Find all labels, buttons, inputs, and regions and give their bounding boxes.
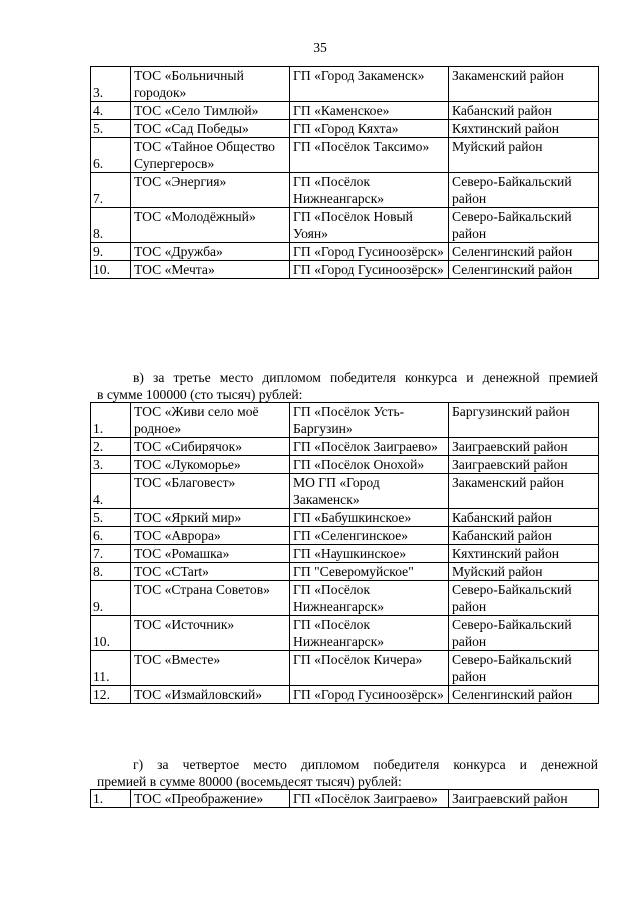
row-number-cell: 6.	[91, 527, 131, 545]
tos-name-cell: ТОС «Страна Советов»	[131, 581, 290, 616]
row-number-cell: 3.	[91, 67, 131, 102]
district-cell: Северо-Байкальский район	[449, 581, 599, 616]
tos-name-cell: ТОС «Тайное Общество Супергеросв»	[131, 138, 290, 173]
tos-name-cell: ТОС «Больничный городок»	[131, 67, 290, 102]
district-cell: Селенгинский район	[449, 686, 599, 704]
settlement-cell: ГП «Посёлок Нижнеангарск»	[290, 581, 449, 616]
district-cell: Кабанский район	[449, 509, 599, 527]
settlement-cell: ГП «Посёлок Нижнеангарск»	[290, 173, 449, 208]
district-cell: Селенгинский район	[449, 261, 599, 279]
section-fourth-place-heading	[97, 756, 598, 790]
tos-name-cell: ТОС «CTart»	[131, 563, 290, 581]
row-number-cell: 8.	[91, 208, 131, 243]
table-row	[91, 403, 599, 438]
row-number-cell: 2.	[91, 438, 131, 456]
table-row	[91, 527, 599, 545]
table-row	[91, 581, 599, 616]
table-row	[91, 474, 599, 509]
tos-name-cell: ТОС «Благовест»	[131, 474, 290, 509]
district-cell: Кабанский район	[449, 527, 599, 545]
table-row	[91, 616, 599, 651]
tos-name-cell: ТОС «Живи село моё родное»	[131, 403, 290, 438]
district-cell: Северо-Байкальский район	[449, 173, 599, 208]
district-cell: Северо-Байкальский район	[449, 616, 599, 651]
tos-name-cell: ТОС «Село Тимлюй»	[131, 102, 290, 120]
tos-name-cell: ТОС «Мечта»	[131, 261, 290, 279]
table-row	[91, 456, 599, 474]
row-number-cell: 10.	[91, 616, 131, 651]
table-row	[91, 120, 599, 138]
table-row	[91, 686, 599, 704]
settlement-cell: ГП «Город Кяхта»	[290, 120, 449, 138]
row-number-cell: 4.	[91, 102, 131, 120]
row-number-cell: 7.	[91, 545, 131, 563]
district-cell: Кяхтинский район	[449, 545, 599, 563]
table-row	[91, 208, 599, 243]
tos-name-cell: ТОС «Энергия»	[131, 173, 290, 208]
row-number-cell: 11.	[91, 651, 131, 686]
settlement-cell: ГП «Посёлок Усть-Баргузин»	[290, 403, 449, 438]
settlement-cell: ГП «Посёлок Онохой»	[290, 456, 449, 474]
row-number-cell: 12.	[91, 686, 131, 704]
table-row	[91, 790, 599, 808]
tos-name-cell: ТОС «Яркий мир»	[131, 509, 290, 527]
district-cell: Северо-Байкальский район	[449, 651, 599, 686]
settlement-cell: ГП «Посёлок Таксимо»	[290, 138, 449, 173]
table-row	[91, 261, 599, 279]
settlement-cell: ГП «Наушкинское»	[290, 545, 449, 563]
district-cell: Баргузинский район	[449, 403, 599, 438]
award-table-fourth-place	[90, 789, 599, 808]
table-row	[91, 243, 599, 261]
district-cell: Муйский район	[449, 563, 599, 581]
section-third-place-heading	[97, 369, 598, 403]
tos-name-cell: ТОС «Измайловский»	[131, 686, 290, 704]
table-row	[91, 102, 599, 120]
row-number-cell: 1.	[91, 403, 131, 438]
settlement-cell: ГП «Город Гусиноозёрск»	[290, 243, 449, 261]
award-table-second-place-continued	[90, 66, 599, 279]
tos-name-cell: ТОС «Сибирячок»	[131, 438, 290, 456]
district-cell: Заиграевский район	[449, 456, 599, 474]
tos-name-cell: ТОС «Сад Победы»	[131, 120, 290, 138]
row-number-cell: 5.	[91, 509, 131, 527]
table-row	[91, 67, 599, 102]
row-number-cell: 9.	[91, 581, 131, 616]
row-number-cell: 10.	[91, 261, 131, 279]
section-fourth-place-line-1: г) за четвертое место дипломом победителя конкурса и денежной	[133, 757, 598, 772]
settlement-cell: ГП «Город Гусиноозёрск»	[290, 686, 449, 704]
tos-name-cell: ТОС «Дружба»	[131, 243, 290, 261]
table-row	[91, 563, 599, 581]
settlement-cell: ГП «Посёлок Заиграево»	[290, 438, 449, 456]
row-number-cell: 6.	[91, 138, 131, 173]
table-row	[91, 438, 599, 456]
settlement-cell: ГП «Город Закаменск»	[290, 67, 449, 102]
district-cell: Северо-Байкальский район	[449, 208, 599, 243]
settlement-cell: ГП «Каменское»	[290, 102, 449, 120]
row-number-cell: 4.	[91, 474, 131, 509]
tos-name-cell: ТОС «Источник»	[131, 616, 290, 651]
district-cell: Закаменский район	[449, 474, 599, 509]
district-cell: Заиграевский район	[449, 790, 599, 808]
tos-name-cell: ТОС «Лукоморье»	[131, 456, 290, 474]
tos-name-cell: ТОС «Преображение»	[131, 790, 290, 808]
settlement-cell: МО ГП «Город Закаменск»	[290, 474, 449, 509]
settlement-cell: ГП «Город Гусиноозёрск»	[290, 261, 449, 279]
settlement-cell: ГП «Бабушкинское»	[290, 509, 449, 527]
district-cell: Закаменский район	[449, 67, 599, 102]
section-fourth-place-line-2: премией в сумме 80000 (восемьдесят тысяч) рублей:	[97, 774, 402, 789]
district-cell: Кабанский район	[449, 102, 599, 120]
district-cell: Муйский район	[449, 138, 599, 173]
table-row	[91, 173, 599, 208]
settlement-cell: ГП «Посёлок Нижнеангарск»	[290, 616, 449, 651]
settlement-cell: ГП «Посёлок Новый Уоян»	[290, 208, 449, 243]
settlement-cell: ГП «Посёлок Заиграево»	[290, 790, 449, 808]
settlement-cell: ГП «Посёлок Кичера»	[290, 651, 449, 686]
page-number: 35	[313, 40, 327, 55]
tos-name-cell: ТОС «Аврора»	[131, 527, 290, 545]
row-number-cell: 9.	[91, 243, 131, 261]
tos-name-cell: ТОС «Молодёжный»	[131, 208, 290, 243]
table-row	[91, 138, 599, 173]
tos-name-cell: ТОС «Вместе»	[131, 651, 290, 686]
district-cell: Селенгинский район	[449, 243, 599, 261]
section-third-place-line-2: в сумме 100000 (сто тысяч) рублей:	[97, 387, 303, 402]
row-number-cell: 5.	[91, 120, 131, 138]
table-row	[91, 545, 599, 563]
row-number-cell: 8.	[91, 563, 131, 581]
tos-name-cell: ТОС «Ромашка»	[131, 545, 290, 563]
row-number-cell: 7.	[91, 173, 131, 208]
row-number-cell: 1.	[91, 790, 131, 808]
row-number-cell: 3.	[91, 456, 131, 474]
award-table-third-place	[90, 402, 599, 704]
settlement-cell: ГП "Северомуйское"	[290, 563, 449, 581]
section-third-place-line-1: в) за третье место дипломом победителя конкурса и денежной премией	[133, 370, 598, 385]
table-row	[91, 509, 599, 527]
district-cell: Заиграевский район	[449, 438, 599, 456]
table-row	[91, 651, 599, 686]
district-cell: Кяхтинский район	[449, 120, 599, 138]
settlement-cell: ГП «Селенгинское»	[290, 527, 449, 545]
